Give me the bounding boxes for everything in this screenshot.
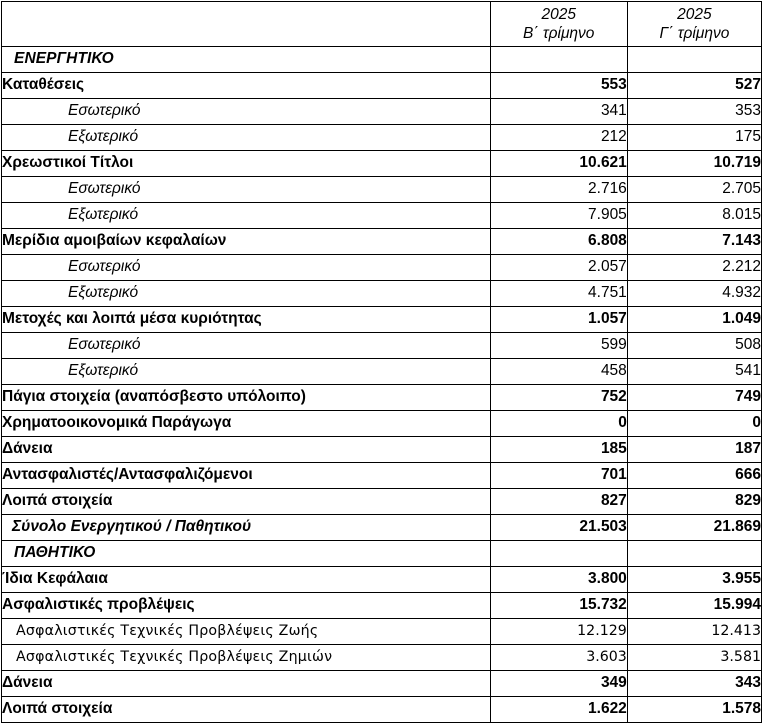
- row-value-q3: 4.932: [627, 281, 761, 307]
- row-value-q3: 1.049: [627, 307, 761, 333]
- row-value-q2: 15.732: [490, 593, 627, 619]
- table-row: [2, 463, 762, 489]
- row-label: ΕΝΕΡΓΗΤΙΚΟ: [2, 47, 491, 73]
- row-value-q2: 21.503: [490, 515, 627, 541]
- row-label: Δάνεια: [2, 671, 491, 697]
- table-row: [2, 125, 762, 151]
- table-row: [2, 541, 762, 567]
- row-value-q2: 6.808: [490, 229, 627, 255]
- table-row: [2, 47, 762, 73]
- row-value-q2: 553: [490, 73, 627, 99]
- table-row: [2, 307, 762, 333]
- row-value-q3: 1.578: [627, 697, 761, 723]
- row-label: ΠΑΘΗΤΙΚΟ: [2, 541, 491, 567]
- row-value-q2: 827: [490, 489, 627, 515]
- table-row: [2, 411, 762, 437]
- header-cell-q2: [490, 2, 627, 47]
- row-value-q3: 10.719: [627, 151, 761, 177]
- row-value-q2: 12.129: [490, 619, 627, 645]
- row-value-q3: 7.143: [627, 229, 761, 255]
- row-value-q3: 187: [627, 437, 761, 463]
- row-value-q3: 353: [627, 99, 761, 125]
- row-label: Λοιπά στοιχεία: [2, 489, 491, 515]
- row-label: Καταθέσεις: [2, 73, 491, 99]
- row-value-q3: 749: [627, 385, 761, 411]
- table-row: [2, 177, 762, 203]
- row-value-q3: 343: [627, 671, 761, 697]
- row-value-q3: 2.705: [627, 177, 761, 203]
- header-cell-label: [2, 2, 491, 47]
- row-value-q2: [490, 541, 627, 567]
- row-label: Εσωτερικό: [2, 333, 491, 359]
- row-value-q3: 2.212: [627, 255, 761, 281]
- row-value-q3: 12.413: [627, 619, 761, 645]
- header-row: [2, 2, 762, 47]
- table-row: [2, 255, 762, 281]
- row-value-q3: 527: [627, 73, 761, 99]
- row-label: Εσωτερικό: [2, 255, 491, 281]
- row-value-q3: 3.581: [627, 645, 761, 671]
- row-value-q3: 508: [627, 333, 761, 359]
- row-value-q2: 10.621: [490, 151, 627, 177]
- row-value-q2: 2.716: [490, 177, 627, 203]
- table-row: [2, 489, 762, 515]
- balance-sheet-table: [1, 1, 762, 723]
- row-value-q2: 701: [490, 463, 627, 489]
- table-row: [2, 645, 762, 671]
- table-row: [2, 437, 762, 463]
- row-value-q2: 3.603: [490, 645, 627, 671]
- row-label: Σύνολο Ενεργητικού / Παθητικού: [2, 515, 491, 541]
- row-value-q2: 7.905: [490, 203, 627, 229]
- table-row: [2, 385, 762, 411]
- row-label: Χρεωστικοί Τίτλοι: [2, 151, 491, 177]
- row-label: Εξωτερικό: [2, 125, 491, 151]
- row-value-q2: 458: [490, 359, 627, 385]
- row-label: Ασφαλιστικές προβλέψεις: [2, 593, 491, 619]
- table-row: [2, 203, 762, 229]
- row-label: Αντασφαλιστές/Αντασφαλιζόμενοι: [2, 463, 491, 489]
- row-value-q3: 666: [627, 463, 761, 489]
- header-cell-q3: [627, 2, 761, 47]
- table-row: [2, 593, 762, 619]
- row-value-q2: 1.622: [490, 697, 627, 723]
- row-value-q2: 752: [490, 385, 627, 411]
- table-row: [2, 151, 762, 177]
- table-row: [2, 515, 762, 541]
- row-label: Εξωτερικό: [2, 203, 491, 229]
- row-value-q2: 3.800: [490, 567, 627, 593]
- table-row: [2, 229, 762, 255]
- table-row: [2, 359, 762, 385]
- row-value-q3: [627, 47, 761, 73]
- row-value-q2: [490, 47, 627, 73]
- row-label: Εσωτερικό: [2, 177, 491, 203]
- row-value-q2: 185: [490, 437, 627, 463]
- row-value-q2: 212: [490, 125, 627, 151]
- row-label: Πάγια στοιχεία (αναπόσβεστο υπόλοιπο): [2, 385, 491, 411]
- header-q2-year: 2025: [541, 5, 576, 23]
- row-value-q2: 1.057: [490, 307, 627, 333]
- row-value-q3: 0: [627, 411, 761, 437]
- table-row: [2, 99, 762, 125]
- row-label: Λοιπά στοιχεία: [2, 697, 491, 723]
- row-value-q2: 341: [490, 99, 627, 125]
- row-label: Ασφαλιστικές Τεχνικές Προβλέψεις Ζωής: [2, 619, 491, 645]
- header-q3-year: 2025: [677, 5, 712, 23]
- row-label: Μετοχές και λοιπά μέσα κυριότητας: [2, 307, 491, 333]
- row-value-q2: 4.751: [490, 281, 627, 307]
- row-value-q3: 175: [627, 125, 761, 151]
- row-label: Ίδια Κεφάλαια: [2, 567, 491, 593]
- row-label: Δάνεια: [2, 437, 491, 463]
- table-row: [2, 333, 762, 359]
- row-value-q3: 8.015: [627, 203, 761, 229]
- table-header: [2, 2, 762, 47]
- row-label: Ασφαλιστικές Τεχνικές Προβλέψεις Ζημιών: [2, 645, 491, 671]
- table-row: [2, 281, 762, 307]
- row-label: Εσωτερικό: [2, 99, 491, 125]
- header-q3-period: Γ΄ τρίμηνο: [659, 25, 730, 42]
- table-row: [2, 73, 762, 99]
- row-value-q3: 541: [627, 359, 761, 385]
- table-row: [2, 697, 762, 723]
- table-row: [2, 671, 762, 697]
- row-label: Εξωτερικό: [2, 281, 491, 307]
- row-label: Μερίδια αμοιβαίων κεφαλαίων: [2, 229, 491, 255]
- row-value-q3: 829: [627, 489, 761, 515]
- row-value-q2: 599: [490, 333, 627, 359]
- row-value-q3: 3.955: [627, 567, 761, 593]
- row-value-q3: [627, 541, 761, 567]
- row-value-q2: 349: [490, 671, 627, 697]
- row-value-q3: 21.869: [627, 515, 761, 541]
- row-label: Χρηματοοικονομικά Παράγωγα: [2, 411, 491, 437]
- table-row: [2, 619, 762, 645]
- row-value-q2: 2.057: [490, 255, 627, 281]
- row-value-q3: 15.994: [627, 593, 761, 619]
- header-q2-period: Β΄ τρίμηνο: [523, 25, 595, 42]
- row-label: Εξωτερικό: [2, 359, 491, 385]
- table-row: [2, 567, 762, 593]
- table-body: [2, 47, 762, 723]
- row-value-q2: 0: [490, 411, 627, 437]
